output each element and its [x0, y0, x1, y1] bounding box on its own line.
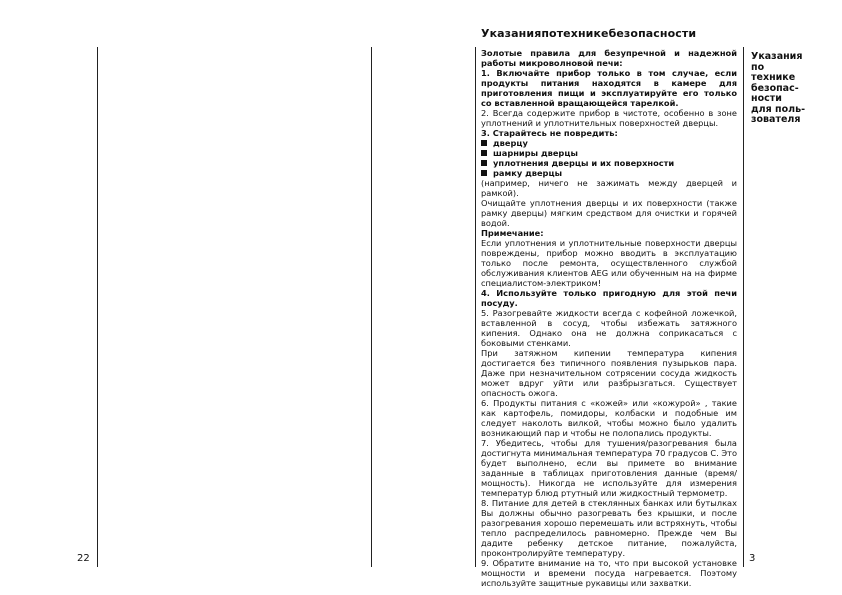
note-title: Примечание:: [481, 228, 544, 238]
rule-3-note: (например, ничего не зажимать между дверцей и рамкой).: [481, 178, 737, 198]
body-left-rule: [475, 47, 476, 567]
intro-paragraph: Золотые правила для безупречной и надежной работы микроволновой печи:: [481, 48, 737, 68]
bullet-item: [481, 138, 737, 148]
rule-5-more: При затяжном кипении температура кипения достигается без типичного появления пузырьков пара. Даже при незначительном сотрясении сосуда жидкость может вдруг уйти или разбрызгаться. Существует опасность ожога.: [481, 348, 737, 398]
bullet-text: дверцу: [493, 138, 528, 148]
bullet-item: [481, 168, 737, 178]
square-bullet-icon: [481, 150, 487, 156]
rule-6: 6. Продукты питания с «кожей» или «кожурой» , такие как картофель, помидоры, колбаски и подобные им следует наколоть вилкой, чтобы можно было удалить возникающий пар и чтобы не полопались продукты.: [481, 398, 737, 438]
rule-7: 7. Убедитесь, чтобы для тушения/разогревания была достигнута минимальная температура 70 градусов С. Это будет выполнено, если вы примете во внимание заданные в таблицах приготовления данные (время/мощность). Никогда не используйте для измерения температур блюд ртутный или жидкостный термометр.: [481, 438, 737, 498]
bullet-text: шарниры дверцы: [493, 148, 578, 158]
bullet-text: рамку дверцы: [493, 168, 563, 178]
square-bullet-icon: [481, 160, 487, 166]
rule-1: 1. Включайте прибор только в том случае, если продукты питания находятся в камере для приготовления пищи и эксплуатируйте его только со вставленной вращающейся тарелкой.: [481, 68, 737, 108]
left-page-number: 22: [77, 553, 90, 564]
side-title-line: технике: [751, 72, 796, 83]
rule-9: 9. Обратите внимание на то, что при высокой установке мощности и времени посуда нагревается. Поэтому используйте защитные рукавицы или захватки.: [481, 558, 737, 588]
section-heading: Указанияпотехникебезопасности: [481, 27, 697, 40]
left-page-rule: [97, 47, 98, 567]
page-divider: [371, 47, 372, 567]
side-title-line: зователя: [751, 114, 801, 125]
rule-3-title: 3. Старайтесь не повредить:: [481, 128, 618, 138]
rule-4: 4. Используйте только пригодную для этой печи посуду.: [481, 288, 737, 308]
body-text: [481, 48, 737, 588]
note-text: Если уплотнения и уплотнительные поверхности дверцы повреждены, прибор можно вводить в эксплуатацию только после ремонта, осуществленного службой обслуживания клиентов AEG или обученным на на фирме специалистом-электриком!: [481, 238, 737, 288]
side-column-rule: [743, 47, 744, 567]
bullet-text: уплотнения дверцы и их поверхности: [493, 158, 675, 168]
square-bullet-icon: [481, 170, 487, 176]
side-title-line: для поль-: [751, 103, 806, 115]
side-title-line: безопас-: [751, 82, 799, 94]
side-title: [751, 52, 821, 126]
rule-3-clean: Очищайте уплотнения дверцы и их поверхности (также рамку дверцы) мягким средством для очистки и горячей водой.: [481, 198, 737, 228]
side-title-line: Указания: [751, 51, 803, 62]
side-title-line: ности: [751, 93, 782, 104]
rule-5: 5. Разогревайте жидкости всегда с кофейной ложечкой, вставленной в сосуд, чтобы избежать затяжного кипения. Однако она не должна соприкасаться с боковыми стенками.: [481, 308, 737, 348]
right-page-number: 3: [749, 553, 756, 564]
rule-8: 8. Питание для детей в стеклянных банках или бутылках Вы должны обычно разогревать без крышки, и после разогревания хорошо перемешать или встряхнуть, чтобы тепло распределилось равномерно. Прежде чем Вы дадите ребенку детское питание, пожалуйста, проконтролируйте температуру.: [481, 498, 737, 558]
side-title-line: по: [751, 61, 765, 73]
rule-2: 2. Всегда содержите прибор в чистоте, особенно в зоне уплотнений и уплотнительных поверхностей дверцы.: [481, 108, 737, 128]
square-bullet-icon: [481, 140, 487, 146]
bullet-item: [481, 158, 737, 168]
bullet-item: [481, 148, 737, 158]
